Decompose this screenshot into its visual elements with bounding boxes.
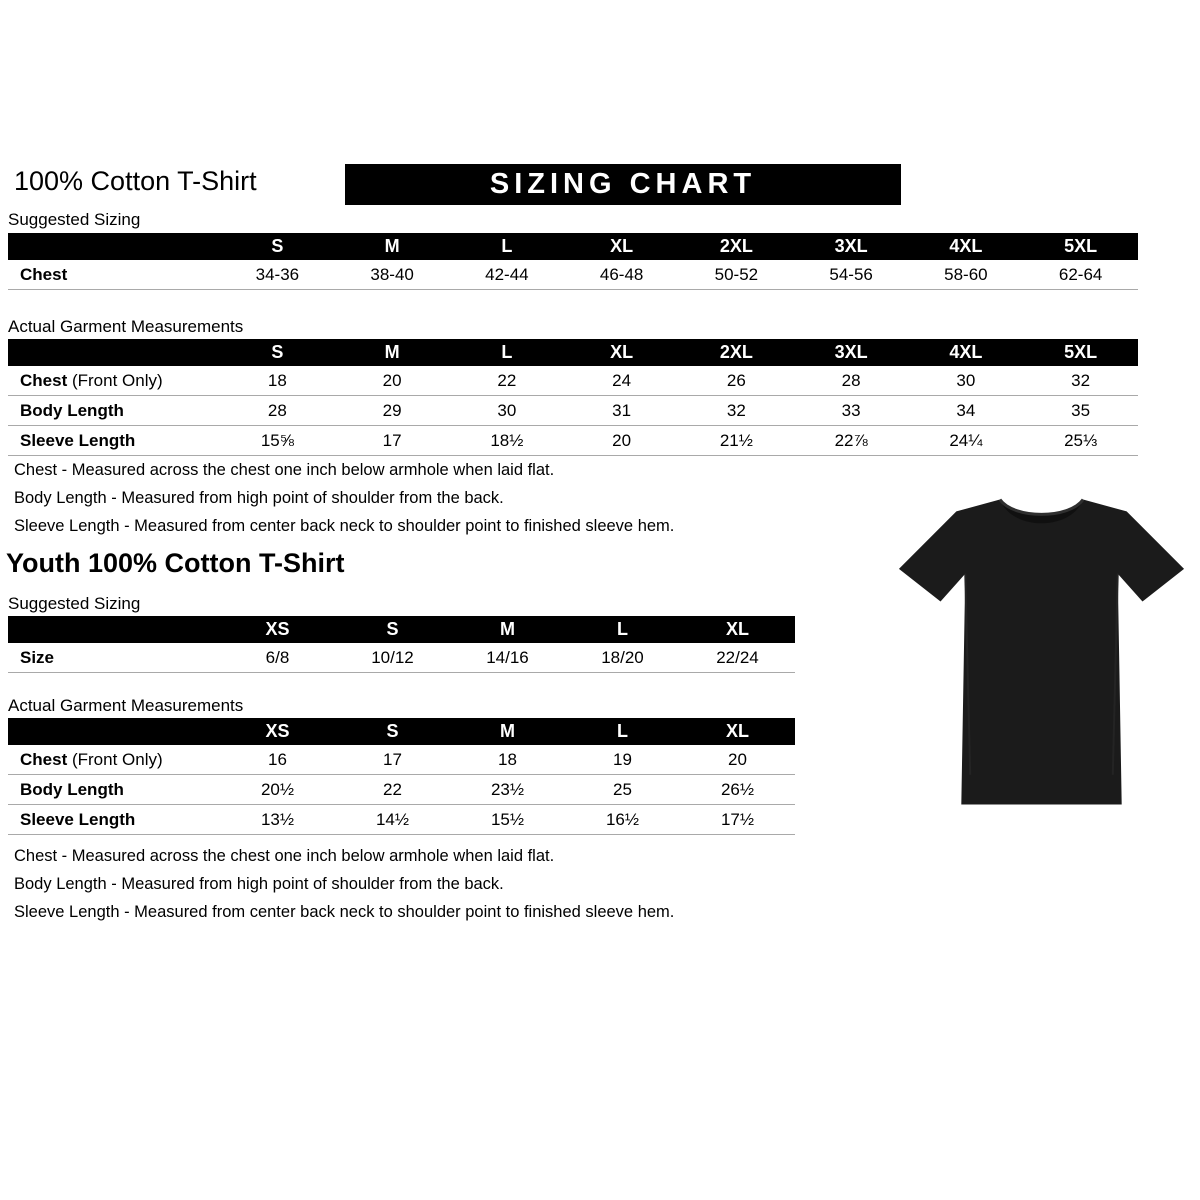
size-column-header: 4XL xyxy=(909,339,1024,366)
size-column-header: 5XL xyxy=(1023,339,1138,366)
size-value-cell: 30 xyxy=(450,396,565,426)
size-value-cell: 28 xyxy=(220,396,335,426)
adult-suggested-sizing-label: Suggested Sizing xyxy=(8,210,141,229)
size-value-cell: 14½ xyxy=(335,805,450,835)
size-column-header: 4XL xyxy=(909,233,1024,260)
size-column-header: M xyxy=(335,233,450,260)
youth-page-title: Youth 100% Cotton T-Shirt xyxy=(6,548,345,578)
size-column-header: 3XL xyxy=(794,233,909,260)
row-label: Chest xyxy=(8,260,220,290)
youth-measurement-notes xyxy=(14,842,674,926)
size-column-header: 5XL xyxy=(1023,233,1138,260)
size-column-header: S xyxy=(335,616,450,643)
size-column-header: M xyxy=(450,718,565,745)
adult-actual-measurements-label: Actual Garment Measurements xyxy=(8,317,244,336)
measurement-row xyxy=(8,805,795,835)
size-column-header: XS xyxy=(220,616,335,643)
size-column-header: 3XL xyxy=(794,339,909,366)
size-value-cell: 58-60 xyxy=(909,260,1024,290)
size-value-cell: 20 xyxy=(335,366,450,396)
size-value-cell: 32 xyxy=(1023,366,1138,396)
measurement-row xyxy=(8,775,795,805)
size-value-cell: 16½ xyxy=(565,805,680,835)
measurement-note: Sleeve Length - Measured from center back neck to shoulder point to finished sleeve hem. xyxy=(14,517,675,535)
sizing-chart-banner-text: SIZING CHART xyxy=(489,168,757,200)
size-value-cell: 26½ xyxy=(680,775,795,805)
measurement-note: Chest - Measured across the chest one inch below armhole when laid flat. xyxy=(14,847,555,865)
size-value-cell: 21½ xyxy=(679,426,794,456)
size-column-header: S xyxy=(220,339,335,366)
size-value-cell: 16 xyxy=(220,745,335,775)
size-column-header: XL xyxy=(564,233,679,260)
measurement-row xyxy=(8,426,1138,456)
size-value-cell: 15⅝ xyxy=(220,426,335,456)
header-label-spacer xyxy=(8,616,220,643)
size-column-header: M xyxy=(335,339,450,366)
youth-suggested-sizing-table xyxy=(8,616,795,673)
tshirt-product-image xyxy=(893,474,1190,828)
youth-suggested-sizing-label: Suggested Sizing xyxy=(8,594,141,613)
row-label: Chest (Front Only) xyxy=(8,745,220,775)
size-value-cell: 20½ xyxy=(220,775,335,805)
size-value-cell: 32 xyxy=(679,396,794,426)
measurement-note: Body Length - Measured from high point of shoulder from the back. xyxy=(14,875,504,893)
size-column-header: L xyxy=(450,339,565,366)
size-value-cell: 20 xyxy=(680,745,795,775)
size-value-cell: 6/8 xyxy=(220,643,335,673)
size-value-cell: 18½ xyxy=(450,426,565,456)
size-column-header: XL xyxy=(680,616,795,643)
size-value-cell: 18/20 xyxy=(565,643,680,673)
size-value-cell: 24¼ xyxy=(909,426,1024,456)
row-label: Size xyxy=(8,643,220,673)
size-value-cell: 22⅞ xyxy=(794,426,909,456)
size-column-header: XL xyxy=(564,339,679,366)
size-value-cell: 42-44 xyxy=(450,260,565,290)
size-column-header: L xyxy=(450,233,565,260)
size-column-header: XL xyxy=(680,718,795,745)
adult-actual-measurements-table xyxy=(8,339,1138,456)
adult-measurement-notes xyxy=(14,456,674,540)
size-value-cell: 19 xyxy=(565,745,680,775)
size-value-cell: 18 xyxy=(450,745,565,775)
size-value-cell: 24 xyxy=(564,366,679,396)
header-label-spacer xyxy=(8,233,220,260)
size-value-cell: 34 xyxy=(909,396,1024,426)
size-value-cell: 10/12 xyxy=(335,643,450,673)
size-value-cell: 13½ xyxy=(220,805,335,835)
size-value-cell: 17 xyxy=(335,745,450,775)
size-column-header: XS xyxy=(220,718,335,745)
size-value-cell: 25 xyxy=(565,775,680,805)
row-label: Chest (Front Only) xyxy=(8,366,220,396)
size-value-cell: 22/24 xyxy=(680,643,795,673)
header-label-spacer xyxy=(8,718,220,745)
size-value-cell: 18 xyxy=(220,366,335,396)
size-value-cell: 54-56 xyxy=(794,260,909,290)
youth-actual-measurements-label: Actual Garment Measurements xyxy=(8,696,244,715)
row-label: Sleeve Length xyxy=(8,805,220,835)
black-tshirt-icon xyxy=(893,474,1190,828)
size-value-cell: 29 xyxy=(335,396,450,426)
size-value-cell: 33 xyxy=(794,396,909,426)
row-label: Sleeve Length xyxy=(8,426,220,456)
page-title: 100% Cotton T-Shirt xyxy=(14,166,257,196)
measurement-row xyxy=(8,643,795,673)
size-header-row xyxy=(8,339,1138,366)
youth-actual-measurements-table xyxy=(8,718,795,835)
measurement-note: Body Length - Measured from high point of shoulder from the back. xyxy=(14,489,504,507)
size-value-cell: 14/16 xyxy=(450,643,565,673)
size-header-row xyxy=(8,616,795,643)
measurement-row xyxy=(8,396,1138,426)
size-column-header: S xyxy=(220,233,335,260)
size-column-header: M xyxy=(450,616,565,643)
sizing-chart-banner xyxy=(345,164,901,205)
size-value-cell: 20 xyxy=(564,426,679,456)
row-label: Body Length xyxy=(8,775,220,805)
size-value-cell: 17 xyxy=(335,426,450,456)
size-value-cell: 23½ xyxy=(450,775,565,805)
size-value-cell: 34-36 xyxy=(220,260,335,290)
size-value-cell: 15½ xyxy=(450,805,565,835)
size-value-cell: 38-40 xyxy=(335,260,450,290)
size-value-cell: 50-52 xyxy=(679,260,794,290)
size-column-header: L xyxy=(565,616,680,643)
size-value-cell: 25⅓ xyxy=(1023,426,1138,456)
size-column-header: L xyxy=(565,718,680,745)
size-value-cell: 26 xyxy=(679,366,794,396)
size-header-row xyxy=(8,233,1138,260)
measurement-row xyxy=(8,366,1138,396)
size-value-cell: 62-64 xyxy=(1023,260,1138,290)
size-value-cell: 22 xyxy=(335,775,450,805)
size-value-cell: 28 xyxy=(794,366,909,396)
size-column-header: 2XL xyxy=(679,233,794,260)
size-value-cell: 35 xyxy=(1023,396,1138,426)
size-value-cell: 31 xyxy=(564,396,679,426)
measurement-note: Chest - Measured across the chest one inch below armhole when laid flat. xyxy=(14,461,555,479)
adult-suggested-sizing-table xyxy=(8,233,1138,290)
measurement-note: Sleeve Length - Measured from center back neck to shoulder point to finished sleeve hem. xyxy=(14,903,675,921)
size-value-cell: 46-48 xyxy=(564,260,679,290)
measurement-row xyxy=(8,745,795,775)
size-value-cell: 30 xyxy=(909,366,1024,396)
size-value-cell: 17½ xyxy=(680,805,795,835)
size-value-cell: 22 xyxy=(450,366,565,396)
size-header-row xyxy=(8,718,795,745)
header-label-spacer xyxy=(8,339,220,366)
size-column-header: 2XL xyxy=(679,339,794,366)
size-column-header: S xyxy=(335,718,450,745)
measurement-row xyxy=(8,260,1138,290)
row-label: Body Length xyxy=(8,396,220,426)
